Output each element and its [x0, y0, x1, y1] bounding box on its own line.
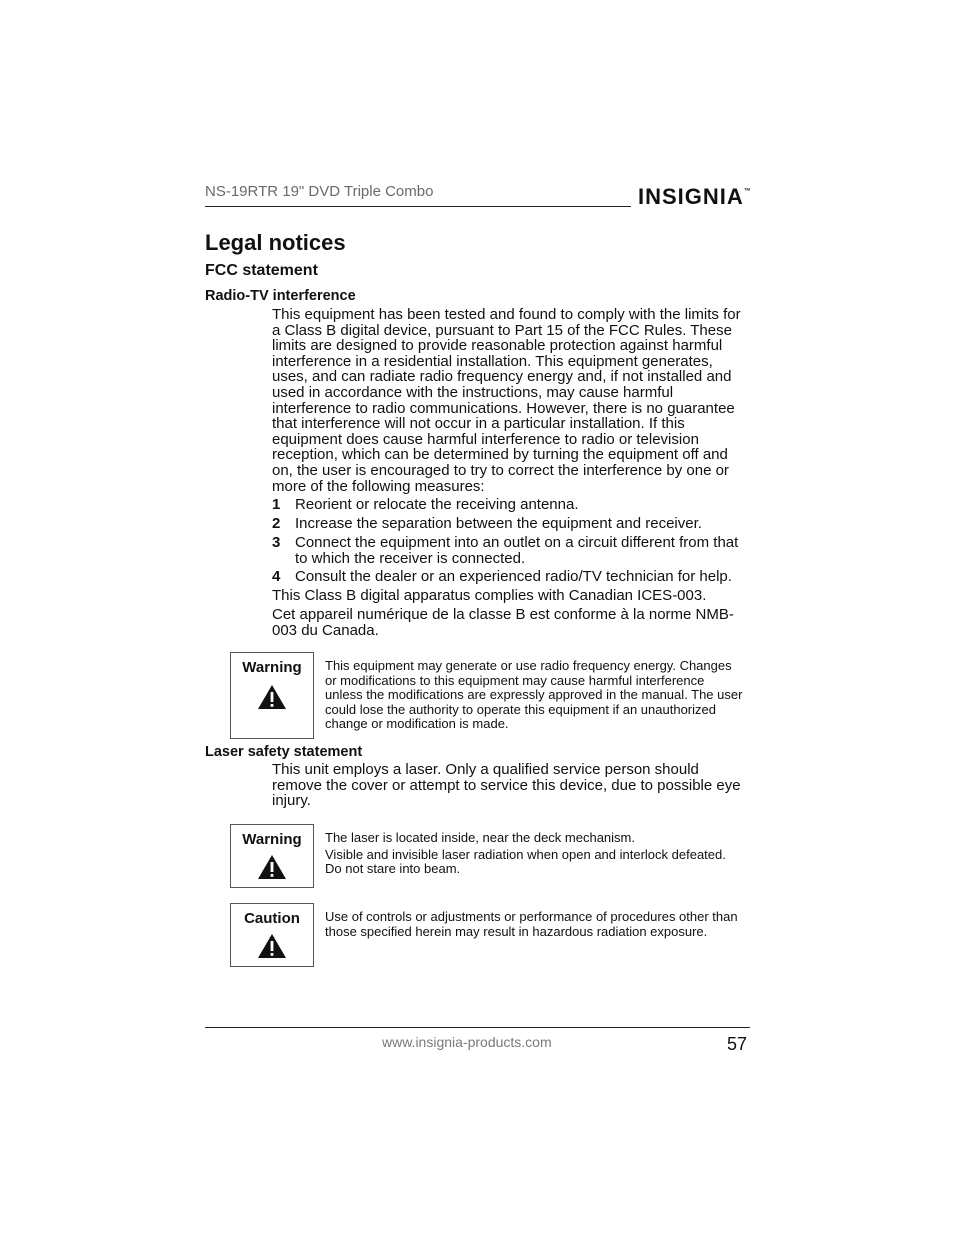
warning-paragraph: Visible and invisible laser radiation when open and interlock defeated. Do not stare into beam.: [325, 846, 726, 876]
list-text: Reorient or relocate the receiving antenna.: [295, 496, 579, 513]
list-text: Increase the separation between the equipment and receiver.: [295, 515, 702, 532]
list-number: 3: [272, 534, 281, 551]
warning-text: [325, 659, 745, 734]
laser-safety-heading: Laser safety statement: [205, 744, 363, 760]
canada-french-statement: Cet appareil numérique de la classe B est conforme à la norme NMB-003 du Canada.: [272, 606, 734, 639]
warning-box: [230, 652, 314, 739]
footer-url: www.insignia-products.com: [382, 1034, 552, 1050]
fcc-statement-heading: FCC statement: [205, 262, 318, 279]
warning-paragraph: The laser is located inside, near the deck mechanism.: [325, 830, 635, 845]
list-number: 4: [272, 568, 281, 585]
caution-paragraph: Use of controls or adjustments or performance of procedures other than those specified herein may result in hazardous radiation exposure.: [325, 909, 738, 939]
page-title: Legal notices: [205, 230, 346, 255]
list-number: 2: [272, 515, 281, 532]
laser-warning-text: [325, 831, 745, 879]
laser-safety-paragraph: This unit employs a laser. Only a qualified service person should remove the cover or attempt to service this device, due to possible eye injury.: [272, 761, 741, 810]
warning-paragraph: This equipment may generate or use radio frequency energy. Changes or modifications to this equipment may cause harmful interference unless the modifications are expressly approved in the manual. The user could lose the authority to operate this equipment if an unauthorized change or modification is made.: [325, 658, 743, 731]
caution-text: [325, 910, 745, 941]
list-text: Connect the equipment into an outlet on a circuit different from that to which the receiver is connected.: [295, 534, 739, 567]
page-number: 57: [727, 1034, 748, 1054]
list-item: [272, 535, 752, 566]
warning-triangle-icon: [257, 684, 287, 710]
caution-box: [230, 903, 314, 967]
logo-text: INSIGNIA: [638, 184, 744, 209]
list-text: Consult the dealer or an experienced radio/TV technician for help.: [295, 568, 732, 585]
footer-divider: [205, 1027, 750, 1028]
radio-tv-heading: Radio-TV interference: [205, 288, 356, 304]
warning-triangle-icon: [257, 854, 287, 880]
canada-english-statement: This Class B digital apparatus complies with Canadian ICES-003.: [272, 587, 707, 604]
laser-warning-box: [230, 824, 314, 888]
list-number: 1: [272, 496, 281, 513]
list-item: [272, 497, 752, 513]
logo-trademark: ™: [743, 188, 752, 195]
caution-label: Caution: [244, 910, 300, 927]
list-item: [272, 569, 752, 585]
header-divider: [205, 206, 631, 207]
fcc-intro-paragraph: This equipment has been tested and found to comply with the limits for a Class B digital device, pursuant to Part 15 of the FCC Rules. These limits are designed to provide reasonable protection against harmful interference in a residential installation. This equipment generates, uses, and can radiate radio frequency energy and, if not installed and used in accordance with the instructions, may cause harmful interference to radio communications. However, there is no guarantee that interference will not occur in a particular installation. If this equipment does cause harmful interference to radio or television reception, which can be determined by turning the equipment off and on, the user is encouraged to try to correct the interference by one or more of the following measures:: [272, 306, 741, 495]
insignia-logo: [638, 184, 752, 210]
list-item: [272, 516, 752, 532]
caution-triangle-icon: [257, 933, 287, 959]
warning-label: Warning: [242, 659, 302, 676]
document-title: NS-19RTR 19" DVD Triple Combo: [205, 183, 434, 200]
warning-label: Warning: [242, 831, 302, 848]
